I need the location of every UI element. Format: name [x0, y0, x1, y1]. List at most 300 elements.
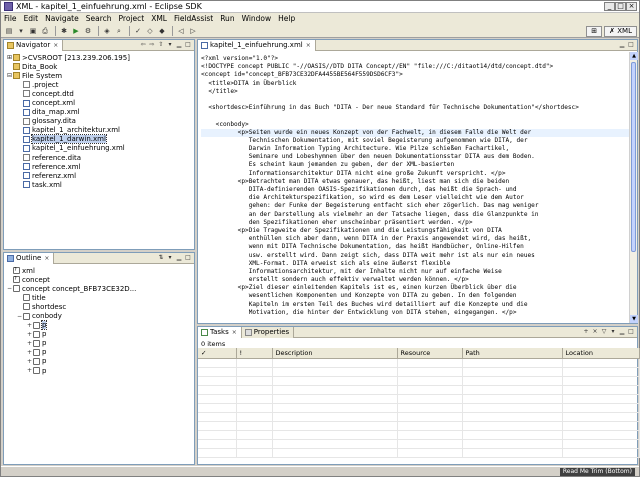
- expand-icon[interactable]: +: [26, 330, 33, 338]
- maximize-view-icon[interactable]: □: [628, 328, 634, 335]
- outline-item[interactable]: [4, 302, 194, 311]
- close-window-icon[interactable]: ×: [626, 2, 637, 11]
- close-tab-icon[interactable]: ×: [53, 41, 59, 49]
- navigator-view-buttons: [138, 41, 192, 49]
- navigator-item-label: .project: [32, 80, 59, 89]
- navigator-tab-bar: [4, 40, 194, 51]
- navigator-item-label: kapitel_1_einfuehrung.xml: [32, 144, 125, 153]
- window-title: XML - kapitel_1_einfuehrung.xml - Eclipse SDK: [16, 2, 202, 11]
- eclipse-app-icon: [4, 2, 13, 11]
- read-me-trim[interactable]: Read Me Trim (Bottom): [560, 468, 635, 476]
- code-line: <p>Die Tragweite der Spezifikationen und die Leistungsfähigkeit von DITA: [201, 226, 502, 234]
- expand-icon[interactable]: +: [26, 339, 33, 347]
- tasks-item-count: 0 items: [201, 340, 226, 348]
- collapse-icon[interactable]: ⊟: [6, 72, 13, 80]
- navigator-icon: [7, 42, 14, 49]
- code-line: enthüllen sich aber dann, wenn DITA in der Praxis angewendet wird, das heißt,: [201, 235, 532, 243]
- table-row[interactable]: [198, 430, 639, 439]
- minimize-view-icon[interactable]: ▁: [619, 41, 625, 48]
- table-cell: [272, 394, 397, 403]
- table-cell: [397, 367, 462, 376]
- table-cell: [462, 403, 562, 412]
- outline-item-label: xml: [22, 266, 35, 275]
- tab-navigator-label: Navigator: [16, 41, 51, 49]
- navigator-item[interactable]: [4, 80, 194, 89]
- maximize-view-icon[interactable]: □: [185, 41, 191, 48]
- table-cell: [462, 412, 562, 421]
- properties-icon: [245, 329, 252, 336]
- code-line: XML-Format. DITA erweist sich als eine äußerst flexible: [201, 259, 451, 267]
- save-icon[interactable]: ▣: [29, 26, 37, 35]
- table-cell: [198, 421, 236, 430]
- xml-file-icon: [23, 172, 30, 179]
- scroll-up-icon[interactable]: ▲: [630, 52, 638, 60]
- table-row[interactable]: [198, 403, 639, 412]
- table-cell: [198, 385, 236, 394]
- table-cell: [198, 376, 236, 385]
- code-line: </title>: [201, 87, 238, 95]
- outline-item[interactable]: [4, 284, 194, 293]
- editor-tab-bar: [198, 40, 637, 51]
- xml-file-icon: [23, 127, 30, 134]
- table-cell: [462, 421, 562, 430]
- table-cell: [562, 385, 639, 394]
- navigator-item-label: kapitel_1_darwin.xml: [32, 135, 106, 144]
- tab-tasks-label: Tasks: [210, 328, 229, 336]
- tab-tasks[interactable]: [198, 327, 242, 338]
- delete-icon[interactable]: ×: [592, 328, 598, 335]
- outline-item-label: shortdesc: [32, 302, 67, 311]
- code-line: <p>Seiten wurde ein neues Konzept von der Fachwelt, in diesem Falle die Welt der: [201, 129, 629, 137]
- xml-file-icon: [23, 136, 30, 143]
- back-icon[interactable]: ⇦: [140, 41, 146, 48]
- table-cell: [562, 448, 639, 457]
- table-cell: [198, 367, 236, 376]
- maximize-view-icon[interactable]: □: [628, 41, 634, 48]
- maximize-view-icon[interactable]: □: [185, 254, 191, 261]
- expand-icon[interactable]: +: [26, 321, 33, 329]
- menu-item-navigate[interactable]: Navigate: [45, 14, 79, 23]
- navigator-item[interactable]: [4, 144, 194, 153]
- navigator-item-label: task.xml: [32, 180, 62, 189]
- dropdown-icon[interactable]: ▾: [19, 26, 23, 35]
- table-cell: [272, 448, 397, 457]
- open-perspective-button[interactable]: ⊞: [586, 26, 602, 37]
- tasks-icon: [201, 329, 208, 336]
- table-cell: [562, 358, 639, 367]
- menu-item-fieldassist[interactable]: FieldAssist: [173, 14, 214, 23]
- table-cell: [198, 439, 236, 448]
- outline-item[interactable]: [4, 348, 194, 357]
- outline-item-label: concept concept_BFB73CE32D...: [22, 284, 137, 293]
- xml-file-icon: [23, 163, 30, 170]
- close-tab-icon[interactable]: ×: [44, 254, 50, 262]
- column-header-priority[interactable]: !: [236, 348, 272, 358]
- table-cell: [272, 385, 397, 394]
- menu-item-search[interactable]: Search: [85, 14, 112, 23]
- xml-file-icon: [23, 181, 30, 188]
- expand-icon[interactable]: +: [26, 367, 33, 375]
- xml-source-icon[interactable]: ◇: [147, 26, 153, 35]
- navigator-view: [3, 39, 195, 250]
- column-header-resource[interactable]: Resource: [397, 348, 462, 358]
- table-cell: [272, 421, 397, 430]
- table-cell: [562, 376, 639, 385]
- table-row[interactable]: [198, 394, 639, 403]
- outline-item[interactable]: [4, 339, 194, 348]
- xml-design-icon[interactable]: ◆: [159, 26, 165, 35]
- xml-editor: [197, 39, 638, 324]
- table-row[interactable]: [198, 385, 639, 394]
- view-menu-icon[interactable]: ▾: [611, 328, 615, 335]
- xml-perspective-icon: ✗: [609, 26, 618, 35]
- code-line: wenn mit DITA Technische Dokumentation, das heißt Handbücher, Online-Hilfen: [201, 243, 524, 251]
- perspective-xml-button[interactable]: [604, 26, 637, 37]
- debug-icon[interactable]: ✱: [61, 26, 67, 35]
- tab-navigator[interactable]: [4, 40, 63, 51]
- outline-item-label: p: [42, 357, 47, 366]
- navigator-item-label: referenz.xml: [32, 171, 77, 180]
- outline-item[interactable]: [4, 366, 194, 375]
- filter-icon[interactable]: ▽: [601, 328, 607, 335]
- table-row[interactable]: [198, 358, 639, 367]
- code-line: <shortdesc>Einführung in das Buch "DITA - Der neue Standard für Technische Dokumentation"</shortdesc>: [201, 104, 579, 112]
- menu-item-run[interactable]: Run: [220, 14, 235, 23]
- close-tab-icon[interactable]: ×: [305, 41, 311, 49]
- table-cell: [198, 448, 236, 457]
- navigator-item-label: >CVSROOT [213.239.206.195]: [22, 53, 130, 62]
- code-line: Informationsarchitektur DITA nicht eine große Zukunft verspricht. </p>: [201, 169, 506, 177]
- editor-text-area[interactable]: [198, 52, 629, 323]
- editor-view-buttons: [617, 41, 635, 49]
- run-icon[interactable]: ▶: [73, 26, 79, 35]
- code-line: wesentlichen Komponenten und Konzepte von DITA zu geben. In den folgenden: [201, 292, 517, 300]
- menu-item-edit[interactable]: Edit: [23, 14, 39, 23]
- code-line: Darwin Information Typing Architecture. Wie Pilze schießen Fachartikel,: [201, 145, 510, 153]
- collapse-icon[interactable]: −: [16, 312, 23, 320]
- table-row[interactable]: [198, 412, 639, 421]
- folder-icon: [13, 72, 20, 79]
- table-cell: [236, 412, 272, 421]
- code-line: den Spezifikationen eher unscheinbar präsentiert werden. </p>: [201, 218, 473, 226]
- outline-item[interactable]: [4, 321, 194, 330]
- table-cell: [462, 448, 562, 457]
- outline-item[interactable]: [4, 275, 194, 284]
- code-line: Informationsarchitektur, mit der Inhalte nicht nur auf einfache Weise: [201, 267, 502, 275]
- outline-tab-bar: [4, 253, 194, 264]
- table-cell: [397, 448, 462, 457]
- editor-vertical-scrollbar[interactable]: [629, 52, 637, 323]
- element-icon: [13, 285, 20, 292]
- tab-properties[interactable]: [242, 327, 294, 338]
- code-line: <?xml version="1.0"?>: [201, 55, 279, 62]
- print-icon[interactable]: ⎙: [42, 26, 48, 35]
- table-cell: [272, 358, 397, 367]
- outline-item[interactable]: [4, 330, 194, 339]
- table-cell: [562, 439, 639, 448]
- table-cell: [462, 358, 562, 367]
- navigator-item-label: glossary.dita: [32, 117, 76, 126]
- menu-item-file[interactable]: File: [4, 14, 17, 23]
- outline-item-label: p: [42, 330, 47, 339]
- code-line: [201, 96, 629, 104]
- table-cell: [236, 376, 272, 385]
- menu-item-window[interactable]: Window: [241, 14, 272, 23]
- tab-editor-file[interactable]: [198, 40, 316, 51]
- table-cell: [462, 394, 562, 403]
- navigator-item[interactable]: [4, 62, 194, 71]
- element-icon: [33, 331, 40, 338]
- table-cell: [236, 439, 272, 448]
- navigator-item-label: concept.xml: [32, 99, 76, 108]
- sort-icon[interactable]: ⇅: [158, 254, 164, 261]
- navigator-item[interactable]: [4, 126, 194, 135]
- status-bar: [1, 466, 639, 476]
- table-cell: [198, 394, 236, 403]
- code-line: die Architekturspezifikation, so wird es dem Leser vielleicht wie dem Autor: [201, 194, 524, 202]
- table-cell: [397, 358, 462, 367]
- outline-view-buttons: [156, 254, 192, 262]
- minimize-view-icon[interactable]: ▁: [176, 41, 182, 48]
- external-tools-icon[interactable]: ⚙: [84, 26, 92, 35]
- element-icon: [33, 322, 40, 329]
- table-cell: [236, 403, 272, 412]
- menu-item-help[interactable]: Help: [278, 14, 296, 23]
- navigator-item-label: reference.xml: [32, 162, 81, 171]
- column-header-description[interactable]: Description: [272, 348, 397, 358]
- column-header-completed[interactable]: ✓: [198, 348, 236, 358]
- forward-icon[interactable]: ▷: [190, 26, 196, 35]
- menu-bar: [1, 13, 639, 24]
- element-icon: [23, 294, 30, 301]
- xml-file-icon: [23, 100, 30, 107]
- table-cell: [562, 412, 639, 421]
- table-cell: [198, 358, 236, 367]
- perspective-switcher: [584, 25, 637, 37]
- file-icon: [23, 90, 30, 97]
- navigator-item-label: dita_map.xml: [32, 108, 80, 117]
- xml-file-icon: [23, 145, 30, 152]
- folder-icon: [13, 63, 20, 70]
- table-cell: [397, 412, 462, 421]
- element-icon: [33, 358, 40, 365]
- navigator-item[interactable]: [4, 153, 194, 162]
- outline-item[interactable]: [4, 293, 194, 302]
- table-cell: [236, 367, 272, 376]
- processing-instruction-icon: ?: [13, 276, 20, 283]
- element-icon: [33, 367, 40, 374]
- search-icon[interactable]: ⌕: [117, 26, 121, 35]
- code-line: DITA-definierenden OASIS-Spezifikationen durch, das heißt die Sprach- und: [201, 186, 517, 193]
- back-icon[interactable]: ◁: [178, 26, 184, 35]
- collapse-icon[interactable]: −: [6, 285, 13, 293]
- folder-icon: [13, 54, 20, 61]
- column-header-path[interactable]: Path: [462, 348, 562, 358]
- outline-tree: [4, 265, 194, 464]
- element-icon: [33, 340, 40, 347]
- table-cell: [562, 394, 639, 403]
- perspective-label: XML: [617, 26, 632, 35]
- tasks-tab-bar: [198, 327, 637, 338]
- table-row[interactable]: [198, 439, 639, 448]
- maximize-icon[interactable]: □: [615, 2, 626, 11]
- table-cell: [397, 430, 462, 439]
- expand-icon[interactable]: +: [26, 348, 33, 356]
- outline-item-label: conbody: [32, 312, 62, 321]
- navigator-item[interactable]: [4, 135, 194, 144]
- table-cell: [272, 412, 397, 421]
- close-tab-icon[interactable]: ×: [231, 328, 237, 336]
- table-row[interactable]: [198, 376, 639, 385]
- outline-view: [3, 252, 195, 465]
- tab-outline-label: Outline: [16, 254, 42, 262]
- navigator-item-label: File System: [22, 71, 63, 80]
- table-cell: [397, 385, 462, 394]
- navigator-tree: [4, 52, 194, 249]
- toolbar-divider: [98, 26, 99, 36]
- minimize-view-icon[interactable]: ▁: [176, 254, 182, 261]
- outline-item-label: p: [42, 339, 47, 348]
- expand-icon[interactable]: +: [26, 357, 33, 365]
- table-cell: [198, 403, 236, 412]
- element-icon: [33, 349, 40, 356]
- new-icon[interactable]: ▤: [5, 26, 13, 35]
- outline-icon: [7, 255, 14, 262]
- code-line: Seminare und Lobeshymnen über den neuen Dokumentationsstar DITA aus dem Boden.: [201, 153, 535, 161]
- file-icon: [23, 81, 30, 88]
- code-line: erstellt sondern auch effektiv verwaltet werden können. </p>: [201, 276, 469, 284]
- tab-properties-label: Properties: [253, 328, 290, 336]
- menu-item-project[interactable]: Project: [118, 14, 145, 23]
- file-icon: [23, 154, 30, 161]
- navigator-item[interactable]: [4, 71, 194, 80]
- up-icon[interactable]: ⇧: [158, 41, 164, 48]
- code-line: Motivation, die hinter der Entwicklung von DITA stehen, eingegangen. </p>: [201, 308, 517, 316]
- table-cell: [562, 403, 639, 412]
- table-cell: [236, 421, 272, 430]
- code-line: <title>DITA im Überblick: [201, 79, 297, 87]
- menu-item-xml[interactable]: XML: [151, 14, 167, 23]
- table-cell: [236, 385, 272, 394]
- column-header-location[interactable]: Location: [562, 348, 639, 358]
- code-line: usw. erstellt wird. Dann zeigt sich, dass DITA weit mehr ist als nur ein neues: [201, 251, 535, 259]
- element-icon: [23, 313, 30, 320]
- tasks-header-row: [198, 348, 639, 358]
- table-cell: [562, 421, 639, 430]
- table-cell: [236, 448, 272, 457]
- code-line: <concept id="concept_BFB73CE32DFA4455BE564F559DSD6CF3">: [201, 71, 403, 79]
- code-line: <!DOCTYPE concept PUBLIC "-//OASIS//DTD DITA Concept//EN" "file:///C:/ditaot14/dtd/concept.dtd">: [201, 63, 554, 71]
- navigator-item[interactable]: [4, 53, 194, 62]
- minimize-icon[interactable]: _: [604, 2, 615, 11]
- table-cell: [397, 439, 462, 448]
- code-line: <p>Betrachtet man DITA etwas genauer, das heißt, liest man sich die beiden: [201, 177, 510, 185]
- code-line: Es scheint kaum jemanden zu geben, der der XML-basierten: [201, 161, 455, 169]
- table-cell: [236, 430, 272, 439]
- main-toolbar: [1, 24, 639, 38]
- table-cell: [272, 367, 397, 376]
- outline-item-label: p: [42, 366, 47, 375]
- navigator-item-label: reference.dita: [32, 153, 82, 162]
- outline-item[interactable]: [4, 357, 194, 366]
- title-bar: [1, 1, 639, 13]
- table-row[interactable]: [198, 421, 639, 430]
- navigator-item-label: kapitel_1_architektur.xml: [32, 126, 120, 135]
- table-cell: [462, 430, 562, 439]
- table-cell: [236, 394, 272, 403]
- table-cell: [397, 394, 462, 403]
- code-line: Kapiteln im ersten Teil des Buches wird detailliert auf die Konzepte und die: [201, 300, 528, 308]
- navigator-item[interactable]: [4, 162, 194, 171]
- navigator-item[interactable]: [4, 108, 194, 117]
- navigator-item-label: Dita_Book: [22, 62, 58, 71]
- table-cell: [198, 430, 236, 439]
- outline-item-label: concept: [22, 275, 50, 284]
- navigator-item[interactable]: [4, 171, 194, 180]
- table-row[interactable]: [198, 367, 639, 376]
- outline-item-label: p: [42, 321, 47, 330]
- table-cell: [562, 367, 639, 376]
- table-cell: [462, 367, 562, 376]
- code-line: [201, 112, 629, 120]
- code-line: gehen: der Funke der Begeisterung entfacht sich eher zögerlich. Das mag weniger: [201, 202, 539, 210]
- element-icon: [23, 303, 30, 310]
- xml-file-icon: [23, 109, 30, 116]
- editor-tab-label: kapitel_1_einfuehrung.xml: [210, 41, 303, 49]
- table-cell: [462, 439, 562, 448]
- navigator-item-label: concept.dtd: [32, 89, 74, 98]
- outline-item-label: title: [32, 293, 46, 302]
- navigator-item[interactable]: [4, 98, 194, 107]
- view-menu-icon[interactable]: ▾: [168, 254, 172, 261]
- minimize-view-icon[interactable]: ▁: [619, 328, 625, 335]
- xml-file-icon: [201, 42, 208, 49]
- tasks-view-buttons: [581, 328, 635, 336]
- scrollbar-thumb[interactable]: [631, 62, 636, 252]
- code-line: Technischen Dokumentation, mit soviel Begeisterung aufgenommen wie DITA, der: [201, 136, 528, 144]
- navigator-item[interactable]: [4, 89, 194, 98]
- outline-item[interactable]: [4, 266, 194, 275]
- table-cell: [462, 376, 562, 385]
- navigator-item[interactable]: [4, 117, 194, 126]
- tasks-table: [198, 348, 640, 458]
- outline-item-label: p: [42, 348, 47, 357]
- tab-outline[interactable]: [4, 253, 54, 264]
- code-line: <conbody>: [201, 120, 249, 128]
- tasks-view: [197, 326, 638, 465]
- open-type-icon[interactable]: ◈: [104, 26, 110, 35]
- table-cell: [562, 430, 639, 439]
- code-line: an der Darstellung als vielmehr an der Tatsache liegen, dass die Glanzpunkte in: [201, 210, 539, 218]
- outline-item[interactable]: [4, 311, 194, 320]
- forward-icon[interactable]: ⇨: [149, 41, 155, 48]
- table-cell: [462, 385, 562, 394]
- table-cell: [397, 376, 462, 385]
- table-row[interactable]: [198, 448, 639, 457]
- validate-icon[interactable]: ✓: [135, 26, 141, 35]
- processing-instruction-icon: ?: [13, 267, 20, 274]
- add-task-icon[interactable]: +: [583, 328, 589, 335]
- expand-icon[interactable]: ⊞: [6, 54, 13, 62]
- table-cell: [236, 358, 272, 367]
- table-cell: [272, 439, 397, 448]
- table-cell: [397, 403, 462, 412]
- view-menu-icon[interactable]: ▾: [168, 41, 172, 48]
- navigator-item[interactable]: [4, 180, 194, 189]
- code-line: <p>Ziel dieser einleitenden Kapitels ist es, einen kurzen Überblick über die: [201, 284, 517, 292]
- scroll-down-icon[interactable]: ▼: [630, 315, 638, 323]
- table-cell: [272, 376, 397, 385]
